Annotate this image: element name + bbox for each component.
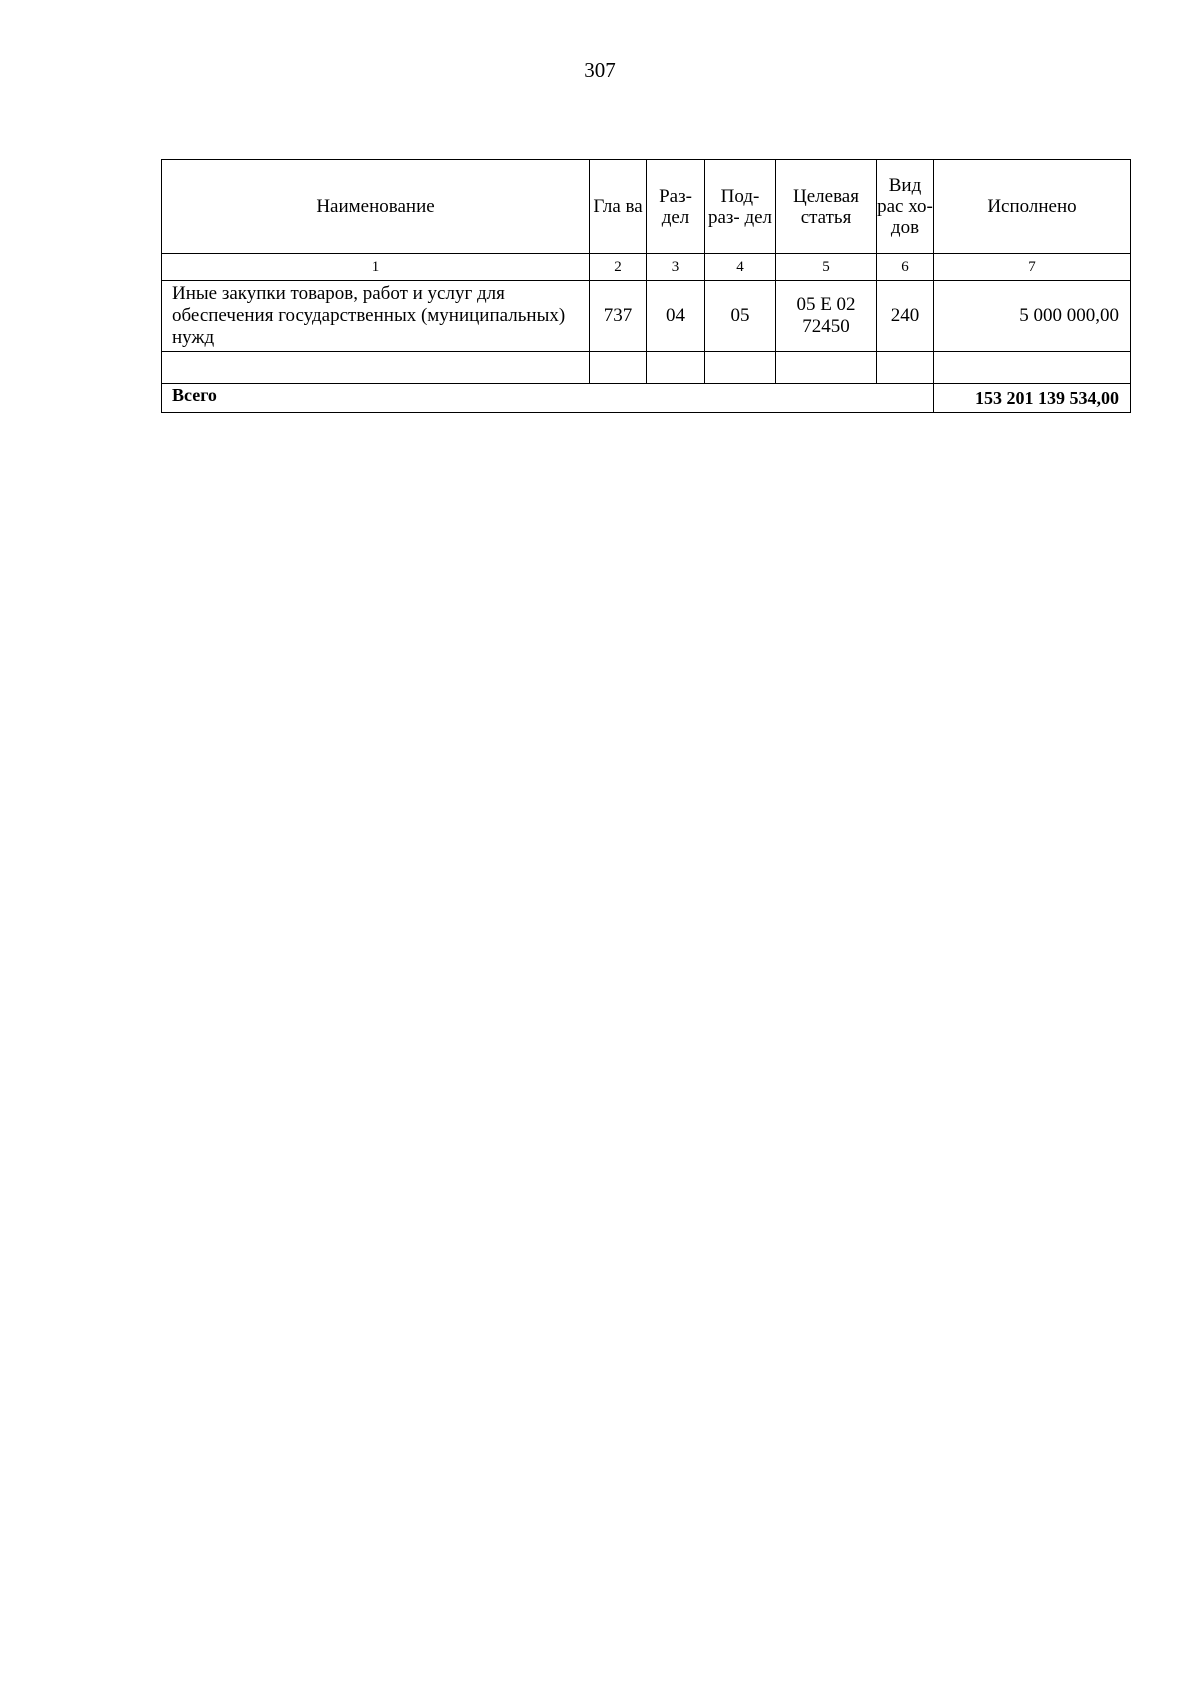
column-number: 6 — [877, 254, 934, 281]
empty-cell — [590, 352, 647, 384]
row-vid-rashodov: 240 — [877, 281, 934, 352]
header-razdel: Раз- дел — [647, 160, 705, 254]
row-glava: 737 — [590, 281, 647, 352]
empty-cell — [647, 352, 705, 384]
row-ispolneno: 5 000 000,00 — [934, 281, 1131, 352]
budget-table — [161, 159, 1131, 413]
row-podrazdel: 05 — [705, 281, 776, 352]
empty-cell — [934, 352, 1131, 384]
column-number-row — [162, 254, 1131, 281]
empty-cell — [705, 352, 776, 384]
column-number: 7 — [934, 254, 1131, 281]
header-naimenovanie: Наименование — [162, 160, 590, 254]
header-row — [162, 160, 1131, 254]
empty-row — [162, 352, 1131, 384]
page-number: 307 — [584, 58, 616, 82]
column-number: 1 — [162, 254, 590, 281]
header-ispolneno: Исполнено — [934, 160, 1131, 254]
empty-cell — [162, 352, 590, 384]
column-number: 2 — [590, 254, 647, 281]
total-value: 153 201 139 534,00 — [934, 384, 1131, 413]
total-label: Всего — [162, 384, 934, 413]
total-row — [162, 384, 1131, 413]
empty-cell — [776, 352, 877, 384]
header-glava: Гла ва — [590, 160, 647, 254]
row-name: Иные закупки товаров, работ и услуг для обеспечения государственных (муниципальных) нужд — [162, 281, 590, 352]
column-number: 5 — [776, 254, 877, 281]
header-podrazdel: Под- раз- дел — [705, 160, 776, 254]
row-razdel: 04 — [647, 281, 705, 352]
column-number: 4 — [705, 254, 776, 281]
table-row — [162, 281, 1131, 352]
column-number: 3 — [647, 254, 705, 281]
header-celevaya-statya: Целевая статья — [776, 160, 877, 254]
empty-cell — [877, 352, 934, 384]
header-vid-rashodov: Вид рас хо- дов — [877, 160, 934, 254]
row-celevaya-statya: 05 Е 02 72450 — [776, 281, 877, 352]
